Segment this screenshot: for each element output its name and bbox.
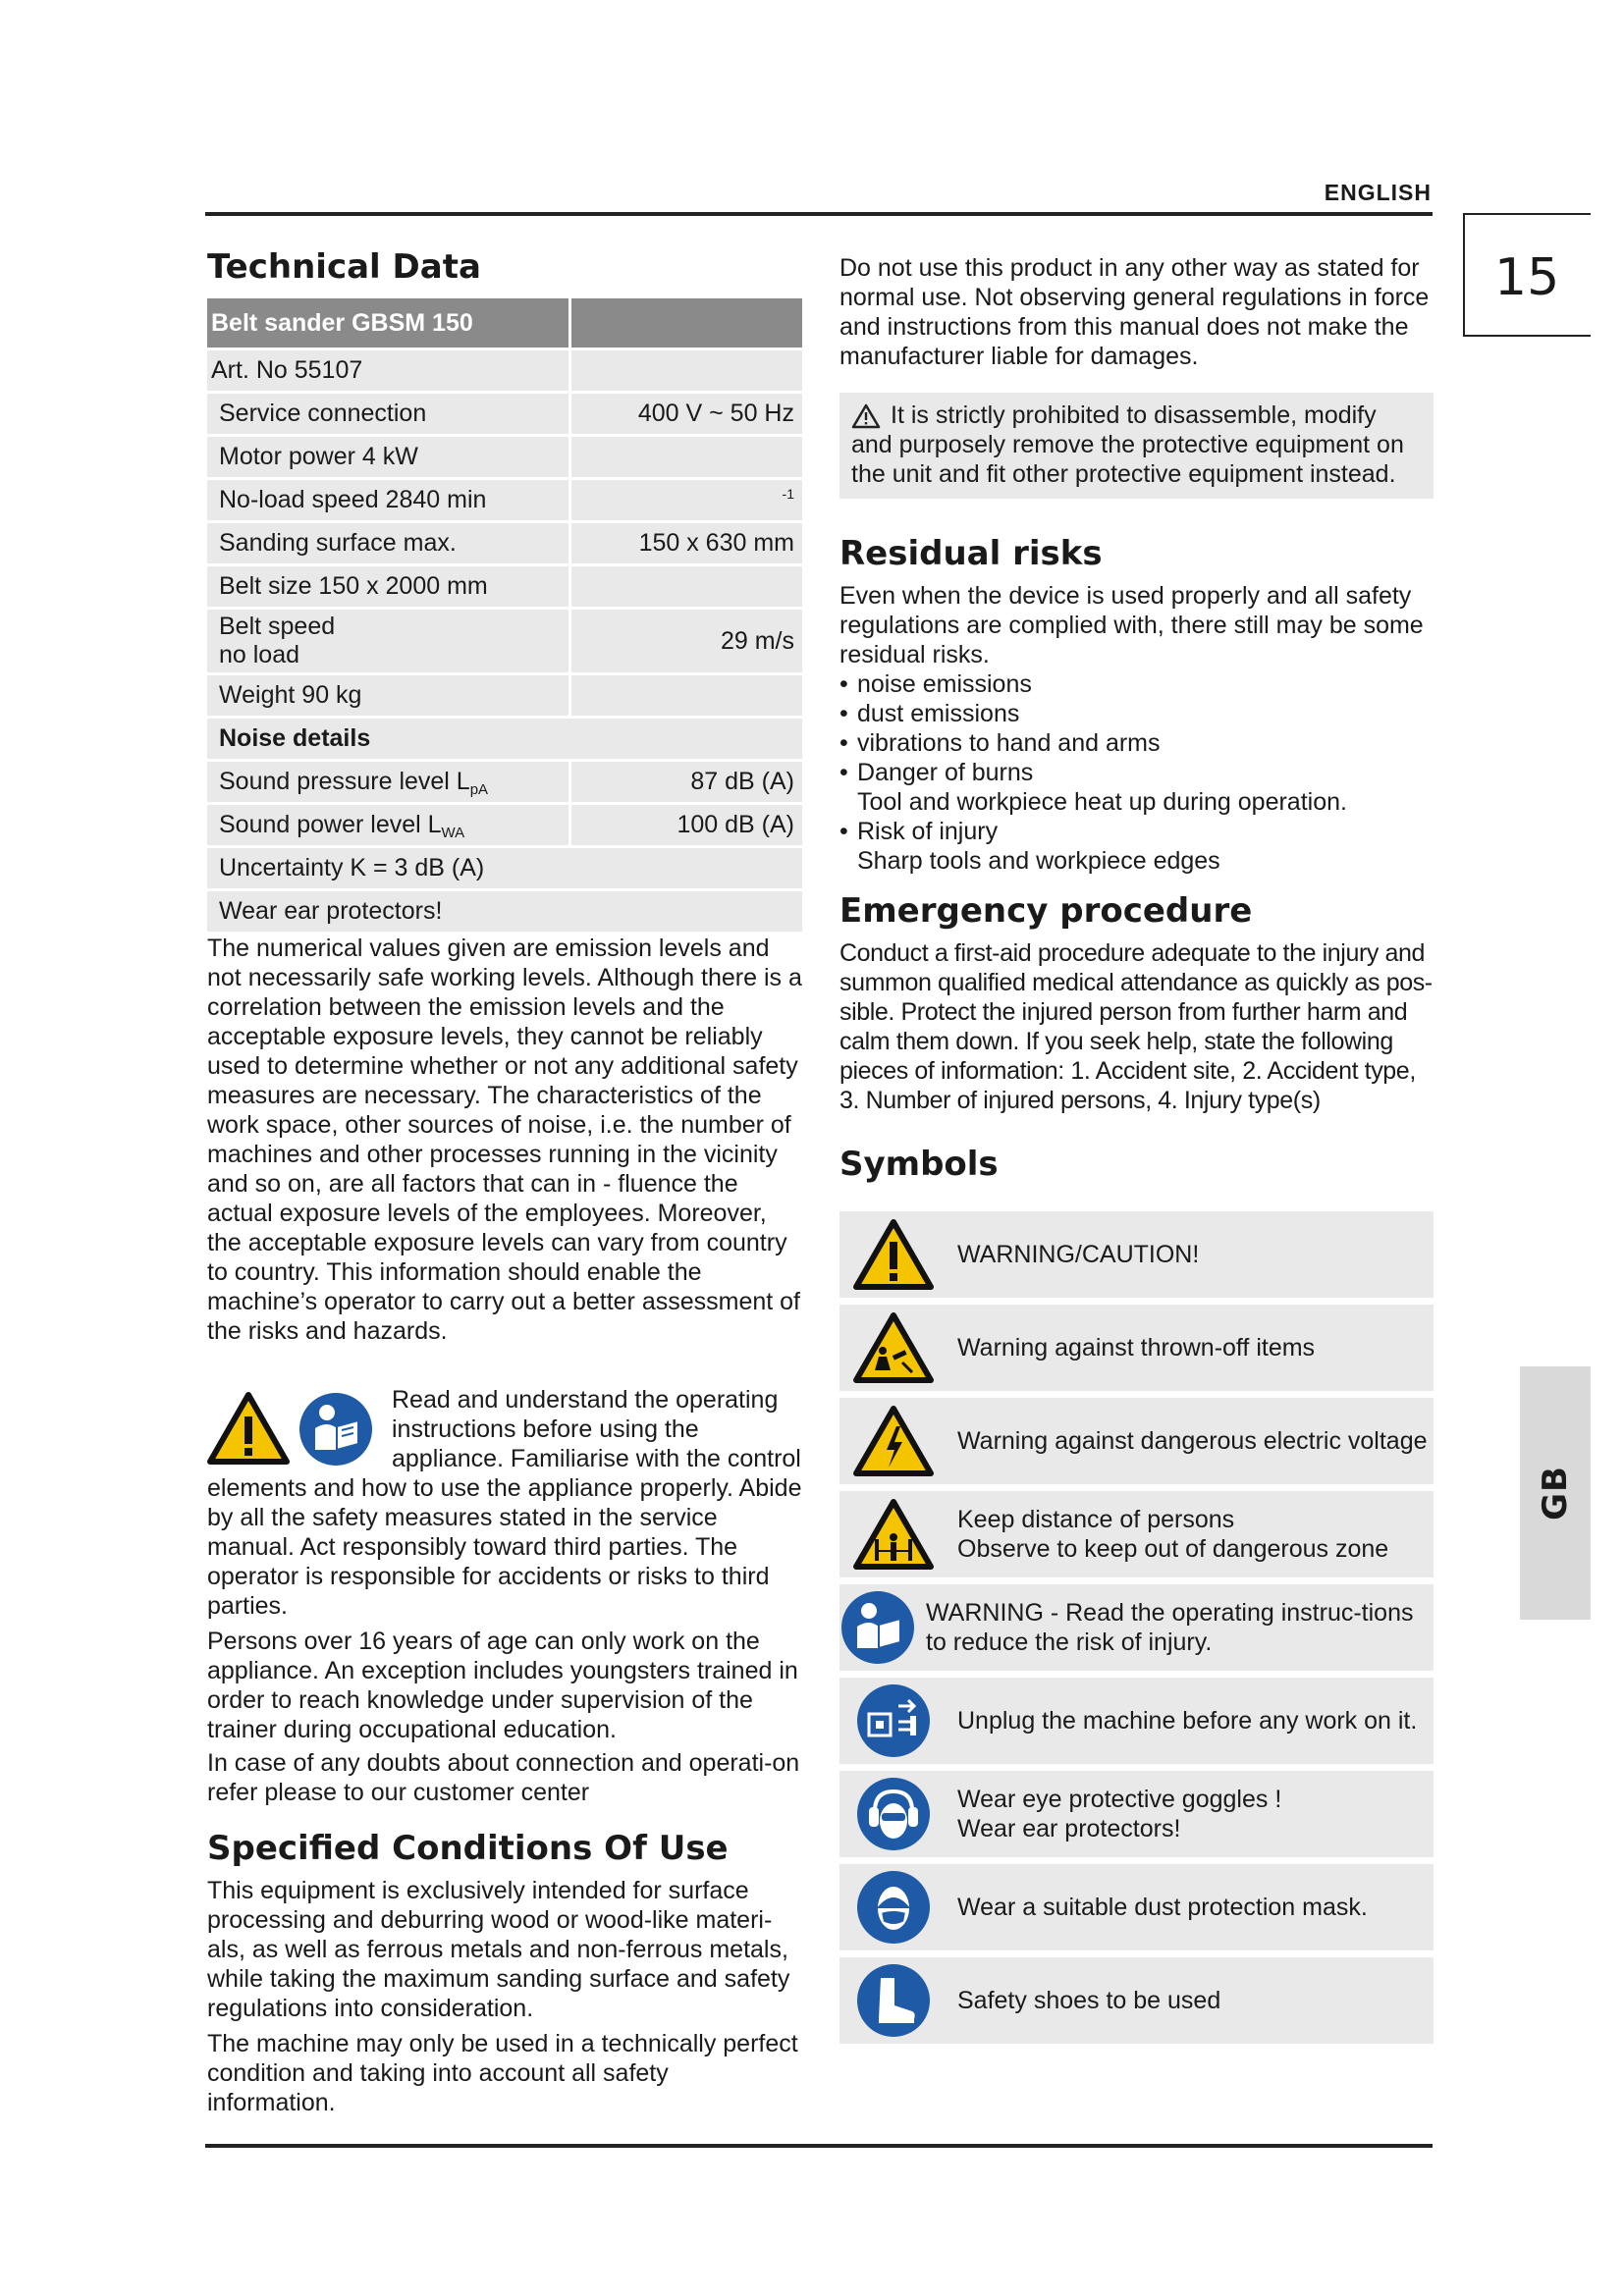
symbol-row [839,1771,1434,1857]
table-cell-label: Motor power 4 kW [207,437,568,477]
symbol-row [839,1305,1434,1391]
table-cell-label: No-load speed 2840 min [207,480,568,520]
sound-power-label: Sound power level L [219,811,442,838]
noise-details-title: Noise details [207,719,802,759]
dust-mask-icon [855,1869,932,1946]
emergency-paragraph: Conduct a first-aid procedure adequate to the injury and summon qualified medical attendance as quickly as pos-sible. Protect the injured person from further harm and calm them down. If you seek help, state the following pieces of information: 1. Accident site, 2. Accident type, 3. Number of injured persons, 4. Injury type(s) [839,939,1433,1114]
side-tab-label: GB [1536,1466,1575,1521]
prohibited-text: It is strictly prohibited to disassemble, modify and purposely remove the protective equipment on the unit and fit other protective equipment instead. [851,401,1404,488]
doubt-paragraph: In case of any doubts about connection and operati-on refer please to our customer center [207,1749,800,1806]
residual-risks-title: Residual risks [839,534,1103,573]
symbol-label: WARNING/CAUTION! [957,1241,1200,1268]
belt-speed-label: Belt speed [219,613,336,640]
table-row [207,480,802,520]
table-cell-label [207,762,568,802]
keep-distance-warning-icon [853,1498,934,1571]
unplug-icon [855,1682,932,1759]
table-cell-value: 400 V ~ 50 Hz [571,394,802,434]
thrown-items-warning-icon [853,1311,934,1384]
symbol-row [839,1957,1434,2044]
symbol-row [839,1398,1434,1484]
technical-data-title: Technical Data [207,247,481,287]
warning-icon [853,1218,934,1291]
table-cell-value: 150 x 630 mm [571,523,802,563]
footer-rule [205,2144,1433,2148]
exponent: -1 [782,486,794,502]
symbol-row [839,1491,1434,1577]
table-row [207,675,802,716]
electric-voltage-warning-icon [853,1405,934,1477]
table-cell-label [207,610,568,672]
table-cell-label: Belt size 150 x 2000 mm [207,566,568,607]
read-instructions-block [207,1385,802,1621]
table-cell-value [571,675,802,716]
goggles-ear-protection-icon [855,1776,932,1852]
symbol-label: Unplug the machine before any work on it. [957,1707,1418,1735]
spec-table [207,298,802,932]
list-item: • vibrations to hand and arms [839,728,1434,758]
table-cell-label [207,805,568,845]
table-cell-label: Art. No 55107 [207,350,568,391]
belt-speed-sublabel: no load [219,641,300,668]
table-cell-value [571,566,802,607]
read-instructions-text: Read and understand the operating instructions before using the appliance. Familiarise with the control elements and how to use the appliance properly. Abide by all the safety measures stated in the service manual. Act responsibly toward third parties. The operator is responsible for accidents or risks to third parties. [207,1386,802,1620]
table-cell-label: Uncertainty K = 3 dB (A) [207,848,802,888]
table-row [207,719,802,759]
subscript: pA [469,781,489,798]
language-label: ENGLISH [1324,180,1432,205]
read-instructions-icons [207,1391,374,1468]
conditions-title: Specified Conditions Of Use [207,1829,729,1868]
symbol-label: Warning against thrown-off items [957,1334,1316,1362]
residual-risks-list [839,669,1434,876]
symbol-label: Wear eye protective goggles ! Wear ear protectors! [957,1786,1282,1842]
safety-shoes-icon [855,1962,932,2039]
table-row [207,566,802,607]
table-header-row [207,298,802,347]
table-cell-value [571,437,802,477]
table-row [207,394,802,434]
warning-icon [207,1391,290,1466]
table-row [207,523,802,563]
symbol-row [839,1678,1434,1764]
conditions-paragraph: This equipment is exclusively intended for surface processing and deburring wood or wood-like materi-als, as well as ferrous metals and non-ferrous metals, while taking the maximum sanding surface and safety regulations into consideration. [207,1877,790,2022]
right-column [839,253,1434,2051]
language-side-tab [1520,1366,1591,1620]
list-item: • dust emissions [839,699,1434,728]
table-row [207,805,802,845]
table-cell-label: Wear ear protectors! [207,891,802,932]
table-row [207,762,802,802]
table-header-empty [571,298,802,347]
read-manual-icon [298,1391,374,1468]
page-number-box [1463,213,1591,337]
intro-paragraph: Do not use this product in any other way as stated for normal use. Not observing general regulations in force and instructions from this manual does not make the manufacturer liable for damages. [839,254,1430,370]
emission-paragraph: The numerical values given are emission levels and not necessarily safe working levels. Although there is a correlation between the emission levels and the acceptable exposure levels, they cannot be reliably used to determine whether or not any additional safety measures are necessary. The characteristics of the work space, other sources of noise, i.e. the number of machines and other processes running in the vicinity and so on, are all factors that can in - fluence the actual exposure levels of the employees. Moreover, the acceptable exposure levels can vary from country to country. This information should enable the machine’s operator to carry out a better assessment of the risks and hazards. [207,934,802,1345]
emergency-title: Emergency procedure [839,891,1253,931]
table-cell-label: Weight 90 kg [207,675,568,716]
symbols-title: Symbols [839,1145,999,1184]
table-cell-value [571,350,802,391]
table-row [207,891,802,932]
list-item: • Risk of injury Sharp tools and workpiece edges [839,817,1434,876]
page-number: 15 [1494,248,1560,307]
condition-paragraph-2: The machine may only be used in a technically perfect condition and taking into account all safety information. [207,2030,798,2116]
list-item: • noise emissions [839,669,1434,699]
table-cell-value: 100 dB (A) [571,805,802,845]
symbols-list [839,1211,1434,2044]
age-paragraph: Persons over 16 years of age can only work on the appliance. An exception includes youngsters trained in order to reach knowledge under supervision of the trainer during occupational education. [207,1628,798,1743]
symbol-row [839,1211,1434,1298]
residual-intro: Even when the device is used properly and all safety regulations are complied with, there still may be some residual risks. [839,582,1424,668]
symbol-row [839,1584,1434,1671]
symbol-label: WARNING - Read the operating instruc-tions to reduce the risk of injury. [926,1599,1414,1656]
symbol-label: Safety shoes to be used [957,1987,1221,2014]
subscript: WA [441,825,465,841]
header-rule [205,212,1433,216]
table-row [207,848,802,888]
table-cell-label: Sanding surface max. [207,523,568,563]
table-row [207,610,802,672]
read-manual-icon [839,1589,916,1666]
table-header-label: Belt sander GBSM 150 [207,298,568,347]
warning-icon [851,403,881,429]
symbol-label: Keep distance of persons Observe to keep out of dangerous zone [957,1506,1389,1563]
table-row [207,437,802,477]
table-cell-value [571,480,802,520]
table-cell-label: Service connection [207,394,568,434]
table-cell-value: 29 m/s [571,610,802,672]
prohibited-notice [839,393,1434,499]
symbol-label: Warning against dangerous electric voltage [957,1427,1428,1455]
table-cell-value: 87 dB (A) [571,762,802,802]
list-item: • Danger of burns Tool and workpiece heat up during operation. [839,758,1434,817]
table-row [207,350,802,391]
symbol-row [839,1864,1434,1950]
symbol-label: Wear a suitable dust protection mask. [957,1894,1368,1921]
sound-pressure-label: Sound pressure level L [219,768,470,795]
left-column [207,247,802,2117]
